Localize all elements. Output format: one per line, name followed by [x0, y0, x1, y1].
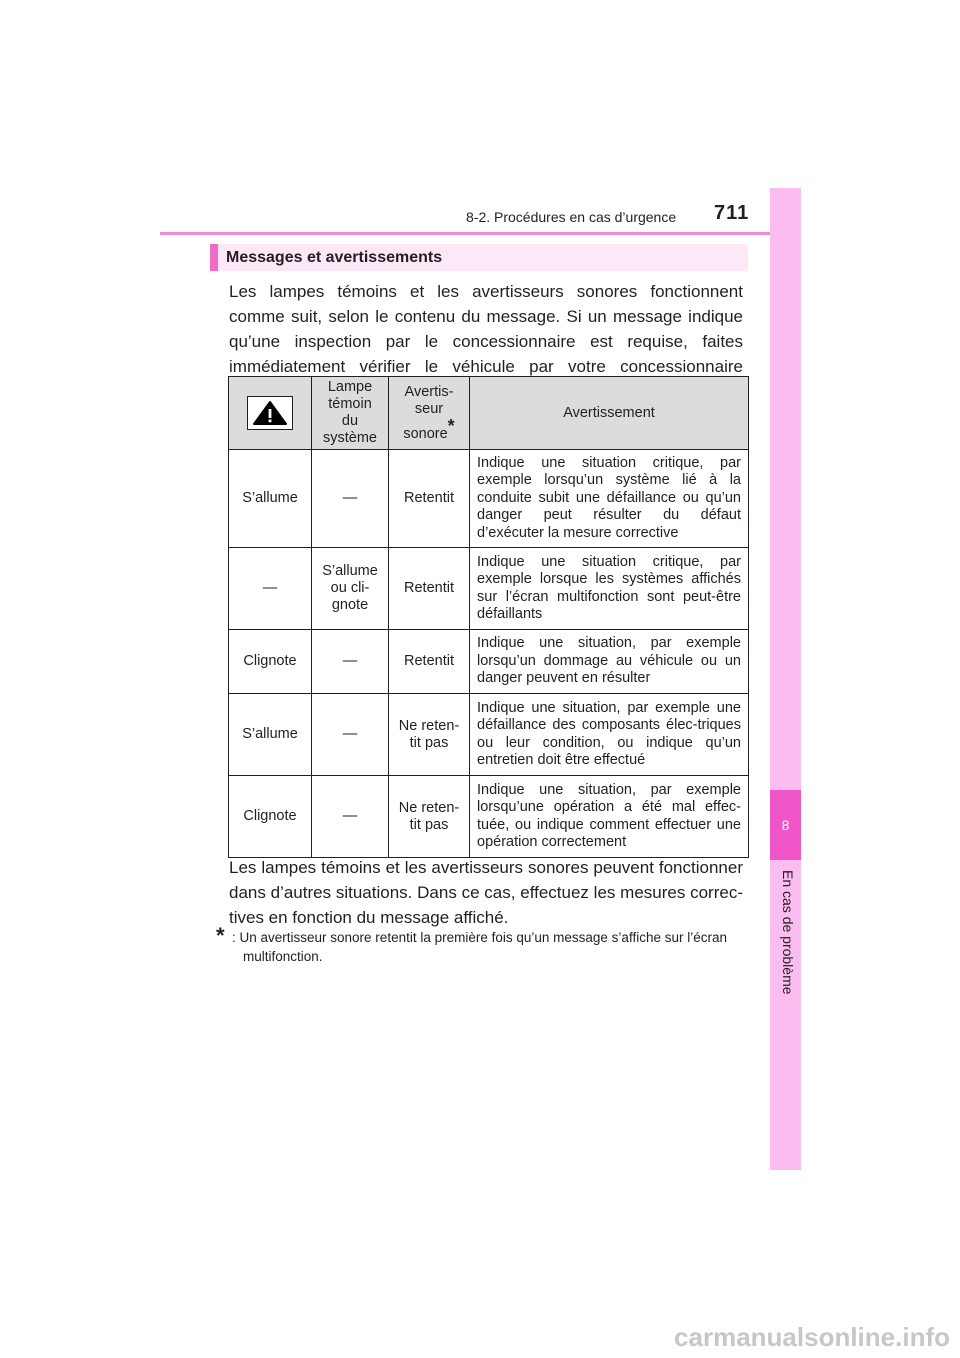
page-number: 711 [714, 202, 750, 224]
header-buzzer [389, 377, 470, 450]
table-row [229, 630, 749, 694]
cell-warning: Indique une situation critique, par exemple lorsqu’un système lié à la conduite subit une défaillance ou qu’un danger peut résulter du défaut d’exécuter la mesure corrective [470, 450, 749, 548]
cell-buzzer: Retentit [389, 548, 470, 630]
cell-warning: Indique une situation, par exemple lorsqu’un dommage au véhicule ou un danger peuvent en résulter [470, 630, 749, 694]
footnote-text: : Un avertisseur sonore retentit la première fois qu’un message s’affiche sur l’écran multifonction. [232, 930, 727, 964]
table-row [229, 776, 749, 858]
footnote-marker: * [216, 923, 225, 948]
table-header-row [229, 377, 749, 450]
intro-paragraph: Les lampes témoins et les avertisseurs sonores fonctionnent comme suit, selon le contenu du message. Si un message indique qu’une inspection par le concessionnaire est requise, faites immédiatement vérifier le véhicule par votre concessionnaire [229, 282, 743, 376]
cell-lamp: S’allume ou cli-gnote [312, 548, 389, 630]
chapter-number: 8 [770, 790, 801, 860]
header-buzzer-star: * [447, 415, 455, 436]
cell-icon-state: Clignote [229, 630, 312, 694]
chapter-title: En cas de problème [780, 870, 796, 995]
table-row [229, 450, 749, 548]
cell-buzzer: Ne reten-tit pas [389, 776, 470, 858]
cell-buzzer: Retentit [389, 630, 470, 694]
cell-warning: Indique une situation, par exemple une défaillance des composants élec-triques ou leur condition, ou indique qu’un entretien doit être effectué [470, 694, 749, 776]
cell-lamp: — [312, 776, 389, 858]
table-row [229, 548, 749, 630]
cell-lamp: — [312, 630, 389, 694]
header-icon-cell [229, 377, 312, 450]
warning-table [228, 376, 749, 858]
header-lamp: Lampe témoin du système [312, 377, 389, 450]
warning-triangle-icon [247, 396, 293, 430]
header-rule [160, 232, 800, 235]
cell-icon-state: — [229, 548, 312, 630]
side-tab [770, 188, 801, 1170]
header-buzzer-label: Avertis-seur sonore [403, 383, 454, 442]
cell-buzzer: Retentit [389, 450, 470, 548]
footnote [232, 928, 746, 966]
section-title: Messages et avertissements [226, 249, 443, 266]
cell-icon-state: S’allume [229, 694, 312, 776]
watermark: carmanualsonline.info [674, 1322, 950, 1352]
after-table-paragraph: Les lampes témoins et les avertisseurs sonores peuvent fonctionner dans d’autres situations. Dans ce cas, effectuez les mesures correc-tives en fonction du message affiché. [229, 858, 743, 927]
cell-warning: Indique une situation critique, par exemple lorsque les systèmes affichés sur l’écran multifonction sont peut-être défaillants [470, 548, 749, 630]
section-label: 8-2. Procédures en cas d’urgence [466, 209, 677, 225]
table-row [229, 694, 749, 776]
section-title-bar [210, 244, 748, 271]
cell-warning: Indique une situation, par exemple lorsqu’une opération a été mal effec-tuée, ou indique comment effectuer une opération correctement [470, 776, 749, 858]
cell-icon-state: S’allume [229, 450, 312, 548]
cell-lamp: — [312, 450, 389, 548]
cell-icon-state: Clignote [229, 776, 312, 858]
cell-buzzer: Ne reten-tit pas [389, 694, 470, 776]
cell-lamp: — [312, 694, 389, 776]
header-warning: Avertissement [470, 377, 749, 450]
